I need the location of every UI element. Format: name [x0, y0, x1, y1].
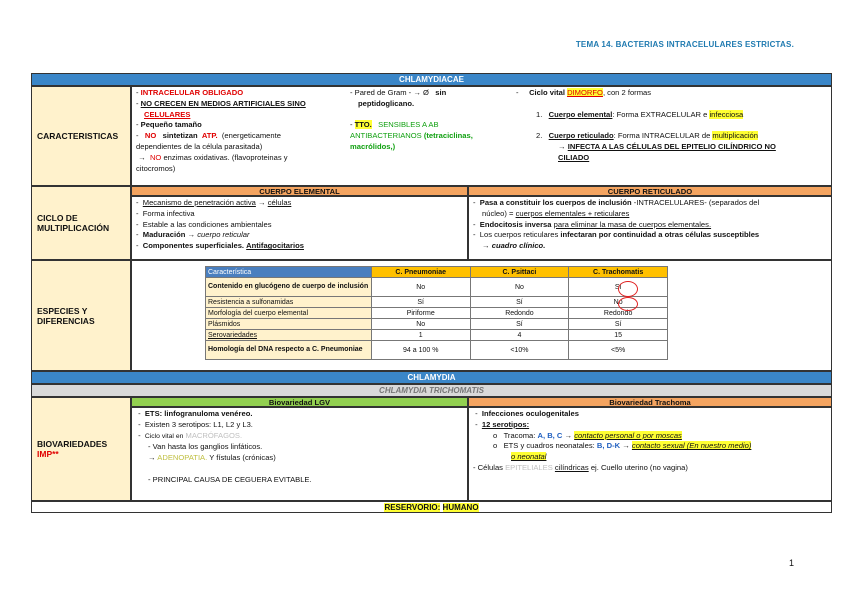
- trachoma-header: Biovariedad Trachoma: [468, 397, 832, 407]
- species-col-psittaci: C. Psittaci: [470, 267, 569, 278]
- species-col-pneumoniae: C. Pneumoniae: [371, 267, 470, 278]
- species-cell: No: [371, 278, 470, 297]
- main-table: [31, 73, 832, 513]
- page-number: 1: [788, 558, 794, 568]
- caracteristicas-col1: - INTRACELULAR OBLIGADO - NO CRECEN EN MEDIOS ARTIFICIALES SINO CELULARES - Pequeño tamaño - NO sintetizan ATP. (energeticamente dependientes de la célula parasitada) → NO enzimas oxidativas. (flavoproteinas y citocromos): [136, 88, 306, 173]
- cuerpo-elemental-header: CUERPO ELEMENTAL: [131, 186, 468, 196]
- table-row: [206, 319, 668, 330]
- species-cell: Serovariedades: [206, 330, 372, 341]
- caracteristicas-content: [131, 86, 832, 186]
- table-row: [206, 341, 668, 360]
- species-cell: No: [569, 297, 668, 308]
- caracteristicas-label: CARACTERISTICAS: [31, 86, 131, 186]
- cuerpo-reticulado-header: CUERPO RETICULADO: [468, 186, 832, 196]
- lgv-content: - ETS: linfogranuloma venéreo. - Existen 3 serotipos: L1, L2 y L3. - Ciclo vital en MACRÓFAGOS. - Van hasta los ganglios linfáticos. → ADENOPATIA. Y fístulas (crónicas) - PRINCIPAL CAUSA DE CEGUERA EVITABLE.: [131, 407, 468, 501]
- table-row: [206, 297, 668, 308]
- species-cell: Morfología del cuerpo elemental: [206, 308, 372, 319]
- species-cell: 4: [470, 330, 569, 341]
- species-cell: Contenido en glucógeno de cuerpo de inclusión: [206, 278, 372, 297]
- species-cell: Sí: [470, 297, 569, 308]
- species-table: [205, 266, 668, 360]
- chlamydia-title: CHLAMYDIA: [31, 371, 832, 384]
- caracteristicas-col3: - Ciclo vital DIMORFO, con 2 formas 1. Cuerpo elemental: Forma EXTRACELULAR e infecciosa 2. Cuerpo reticulado: Forma INTRACELULAR de multiplicación → INFECTA A LAS CÉLULAS DEL EPITELIO CILÍNDRICO NO CILIADO: [516, 88, 776, 162]
- species-cell: Plásmidos: [206, 319, 372, 330]
- reservorio-label: RESERVORIO:: [384, 503, 441, 512]
- species-col-trachomatis: C. Trachomatis: [569, 267, 668, 278]
- ciclo-label: CICLO DE MULTIPLICACIÓN: [31, 186, 131, 260]
- species-table-header: [206, 267, 668, 278]
- species-col-caracteristica: Característica: [206, 267, 372, 278]
- chlamydiaceae-title: CHLAMYDIACAE: [31, 73, 832, 86]
- species-cell: Sí: [371, 297, 470, 308]
- caracteristicas-col2: - Pared de Gram - → Ø sin peptidoglicano. - TTO. SENSIBLES A AB ANTIBACTERIANOS (tetraciclinas, macrólidos,): [350, 88, 473, 151]
- biovariedades-label: BIOVARIEDADES IMP**: [31, 397, 131, 501]
- highlight-circle-si: [618, 281, 638, 297]
- species-cell: 94 a 100 %: [371, 341, 470, 360]
- especies-content: [131, 260, 832, 371]
- species-cell: <5%: [569, 341, 668, 360]
- species-cell: 15: [569, 330, 668, 341]
- cuerpo-elemental-content: - Mecanismo de penetración activa → células - Forma infectiva - Estable a las condiciones ambientales - Maduración → cuerpo reticular - Componentes superficiales. Antifagocitarios: [131, 196, 468, 260]
- species-cell: Sí: [470, 319, 569, 330]
- species-cell: Homología del DNA respecto a C. Pneumoniae: [206, 341, 372, 360]
- table-row: [206, 278, 668, 297]
- species-cell: <10%: [470, 341, 569, 360]
- reservorio-value: HUMANO: [442, 503, 479, 512]
- chlamydia-trichomatis-title: CHLAMYDIA TRICHOMATIS: [31, 384, 832, 397]
- species-cell: Redondo: [569, 308, 668, 319]
- table-row: [206, 308, 668, 319]
- highlight-circle-no: [618, 297, 638, 311]
- page-header: TEMA 14. BACTERIAS INTRACELULARES ESTRICTAS.: [575, 40, 794, 49]
- species-cell: Sí: [569, 278, 668, 297]
- species-cell: 1: [371, 330, 470, 341]
- reservorio-bar: [31, 501, 832, 513]
- table-row: [206, 330, 668, 341]
- species-cell: Resistencia a sulfonamidas: [206, 297, 372, 308]
- species-cell: Sí: [569, 319, 668, 330]
- trachoma-content: - Infecciones oculogenitales - 12 serotipos: o Tracoma: A, B, C → contacto personal o por moscas o ETS y cuadros neonatales: B, D-K → contacto sexual (En nuestro medio) o neonatal - Células EPITELIALES cilíndricas ej. Cuello uterino (no vagina): [468, 407, 832, 501]
- species-cell: Redondo: [470, 308, 569, 319]
- especies-label: ESPECIES Y DIFERENCIAS: [31, 260, 131, 371]
- lgv-header: Biovariedad LGV: [131, 397, 468, 407]
- species-cell: No: [470, 278, 569, 297]
- cuerpo-reticulado-content: - Pasa a constituir los cuerpos de inclusión -INTRACELULARES- (separados del núcleo) = cuerpos elementales + reticulares - Endocitosis inversa para eliminar la masa de cuerpos elementales. - Los cuerpos reticulares infectaran por continuidad a otras células susceptibles → cuadro clínico.: [468, 196, 832, 260]
- species-cell: No: [371, 319, 470, 330]
- species-cell: Piriforme: [371, 308, 470, 319]
